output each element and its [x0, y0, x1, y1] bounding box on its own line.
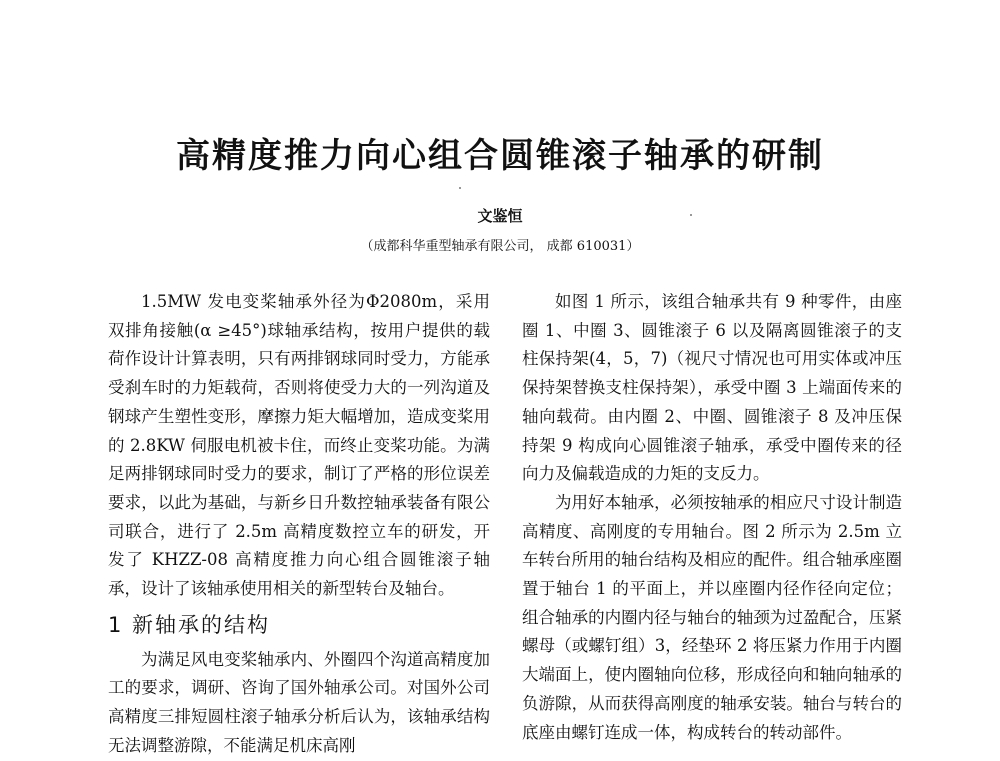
left-paragraph-1: 1.5MW 发电变桨轴承外径为Φ2080m，采用双排角接触(α ≥45°)球轴承结构，按用户提供的载荷作设计计算表明，只有两排钢球同时受力，方能承受刹车时的力矩载荷，否则将使受力大的一列沟道及钢球产生塑性变形，摩擦力矩大幅增加，造成变桨用的 2.8KW 伺服电机被卡住，而终止变桨功能。为满足两排钢球同时受力的要求，制订了严格的形位误差要求，以此为基础，与新乡日升数控轴承装备有限公司联合，进行了 2.5m 高精度数控立车的研发，开发了 KHZZ-08 高精度推力向心组合圆锥滚子轴承，设计了该轴承使用相关的新型转台及轴台。: [108, 292, 490, 599]
scan-speck: [459, 187, 461, 189]
left-column: [108, 288, 490, 761]
right-column: [522, 288, 902, 747]
paper-title: 高精度推力向心组合圆锥滚子轴承的研制: [176, 136, 824, 176]
right-paragraph-2: 为用好本轴承，必须按轴承的相应尺寸设计制造高精度、高刚度的专用轴台。图 2 所示为 2.5m 立车转台所用的轴台结构及相应的配件。组合轴承座圈置于轴台 1 的平面上，并以座圈内径作径向定位；组合轴承的内圈内径与轴台的轴颈为过盈配合，压紧螺母（或螺钉组）3，经垫环 2 将压紧力作用于内圈大端面上，使内圈轴向位移，形成径向和轴向轴承的负游隙，从而获得高刚度的轴承安装。轴台与转台的底座由螺钉连成一体，构成转台的转动部件。: [522, 492, 902, 742]
scan-speck: [690, 214, 692, 216]
right-paragraph-1: 如图 1 所示，该组合轴承共有 9 种零件，由座圈 1、中圈 3、圆锥滚子 6 以及隔离圆锥滚子的支柱保持架(4，5，7)（视尺寸情况也可用实体或冲压保持架替换支柱保持架），承受中圈 3 上端面传来的轴向载荷。由内圈 2、中圈、圆锥滚子 8 及冲压保持架 9 构成向心圆锥滚子轴承，承受中圈传来的径向力及偏载造成的力矩的支反力。: [522, 292, 902, 484]
author-name: 文鉴恒: [477, 207, 523, 225]
left-paragraph-2: 为满足风电变桨轴承内、外圈四个沟道高精度加工的要求，调研、咨询了国外轴承公司。对国外公司高精度三排短圆柱滚子轴承分析后认为，该轴承结构无法调整游隙，不能满足机床高刚: [108, 649, 490, 755]
section-heading: 1 新轴承的结构: [108, 612, 271, 637]
author-affiliation: （成都科华重型轴承有限公司， 成都 610031）: [360, 239, 640, 254]
